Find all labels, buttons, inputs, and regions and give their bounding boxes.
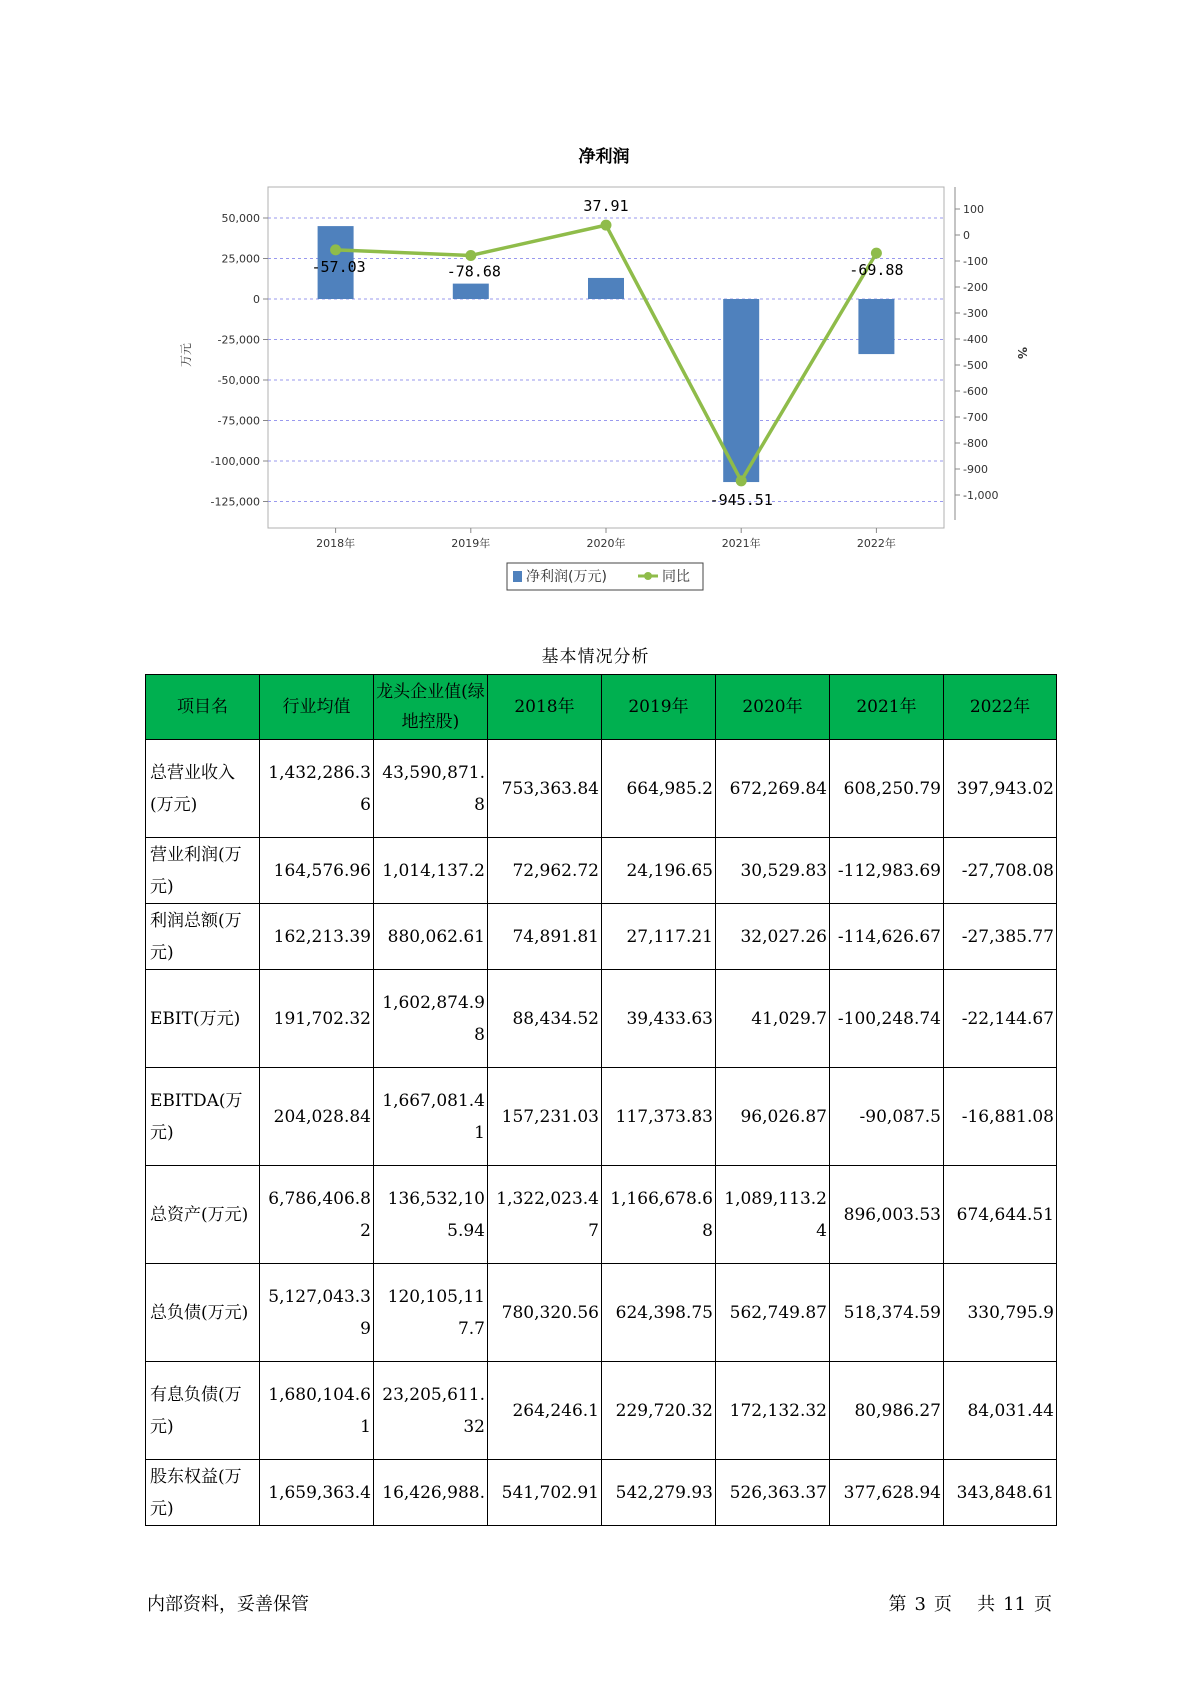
data-label: -57.03 [311,257,366,276]
page-unit: 页 [933,1594,952,1615]
plot-frame [268,187,944,528]
yoy-line [336,225,877,481]
table-row [146,838,1057,904]
value-cell: 117,373.83 [602,1068,716,1166]
y2-tick-label: 0 [963,229,970,242]
y-tick-label: -25,000 [217,333,260,347]
data-label: -945.51 [709,490,773,509]
value-cell: 157,231.03 [488,1068,602,1166]
header-cell: 2021年 [830,675,944,740]
value-cell: 80,986.27 [830,1362,944,1460]
row-label-cell: 总资产(万元) [146,1166,260,1264]
value-cell: 1,166,678.68 [602,1166,716,1264]
x-tick-label: 2019年 [451,537,491,550]
value-cell: 674,644.51 [944,1166,1057,1264]
value-cell: 16,426,988. [374,1460,488,1526]
value-cell: -112,983.69 [830,838,944,904]
yoy-point [736,475,747,486]
bar [588,278,624,299]
y2-tick-label: -900 [963,463,988,476]
value-cell: 377,628.94 [830,1460,944,1526]
data-label: -78.68 [446,262,501,281]
value-cell: 23,205,611.32 [374,1362,488,1460]
x-tick-label: 2021年 [721,537,761,550]
y2-tick-label: -800 [963,437,988,450]
page-current: 3 [914,1594,926,1615]
table-row [146,1460,1057,1526]
value-cell: 1,667,081.41 [374,1068,488,1166]
row-label-cell: EBIT(万元) [146,970,260,1068]
data-label: -69.88 [849,261,904,280]
table-row [146,1166,1057,1264]
value-cell: -100,248.74 [830,970,944,1068]
chart-title: 净利润 [578,147,630,167]
bar [453,284,489,299]
y-axis-label: 万元 [179,342,193,368]
value-cell: 1,089,113.24 [716,1166,830,1264]
table-row [146,740,1057,838]
value-cell: 136,532,105.94 [374,1166,488,1264]
value-cell: 664,985.2 [602,740,716,838]
value-cell: 1,680,104.61 [260,1362,374,1460]
value-cell: -27,708.08 [944,838,1057,904]
value-cell: 753,363.84 [488,740,602,838]
value-cell: 204,028.84 [260,1068,374,1166]
footer-confidential-note: 内部资料，妥善保管 [147,1594,309,1615]
value-cell: 264,246.1 [488,1362,602,1460]
yoy-point [871,248,882,259]
y2-tick-label: -1,000 [963,489,999,502]
table-row [146,904,1057,970]
value-cell: 96,026.87 [716,1068,830,1166]
value-cell: 6,786,406.82 [260,1166,374,1264]
header-cell: 行业均值 [260,675,374,740]
legend-label-line: 同比 [662,569,690,585]
y-tick-label: 0 [253,293,260,306]
y2-tick-label: -100 [963,255,988,268]
value-cell: 229,720.32 [602,1362,716,1460]
value-cell: -16,881.08 [944,1068,1057,1166]
value-cell: 343,848.61 [944,1460,1057,1526]
analysis-table [145,674,1057,1526]
x-tick-label: 2020年 [586,537,626,550]
value-cell: 43,590,871.8 [374,740,488,838]
total-pages: 11 [1003,1594,1026,1615]
row-label-cell: EBITDA(万元) [146,1068,260,1166]
x-tick-label: 2022年 [856,537,896,550]
table-row [146,1362,1057,1460]
y-tick-label: -100,000 [210,455,260,468]
yoy-point [330,244,341,255]
row-label-cell: 股东权益(万元) [146,1460,260,1526]
y2-tick-label: 100 [963,203,984,216]
value-cell: 5,127,043.39 [260,1264,374,1362]
header-cell: 2022年 [944,675,1057,740]
table-row [146,970,1057,1068]
value-cell: 624,398.75 [602,1264,716,1362]
value-cell: 27,117.21 [602,904,716,970]
yoy-point [465,250,476,261]
header-cell: 项目名 [146,675,260,740]
value-cell: 24,196.65 [602,838,716,904]
value-cell: 74,891.81 [488,904,602,970]
y-tick-label: 50,000 [221,212,260,225]
value-cell: 672,269.84 [716,740,830,838]
y2-tick-label: -200 [963,281,988,294]
table-row [146,1264,1057,1362]
value-cell: 164,576.96 [260,838,374,904]
table-row [146,1068,1057,1166]
value-cell: 30,529.83 [716,838,830,904]
value-cell: 542,279.93 [602,1460,716,1526]
header-cell: 2018年 [488,675,602,740]
value-cell: -114,626.67 [830,904,944,970]
value-cell: 1,602,874.98 [374,970,488,1068]
y2-tick-label: -400 [963,333,988,346]
value-cell: 120,105,117.7 [374,1264,488,1362]
value-cell: 191,702.32 [260,970,374,1068]
value-cell: 896,003.53 [830,1166,944,1264]
yoy-point [601,220,612,231]
y2-tick-label: -500 [963,359,988,372]
y-tick-label: -75,000 [217,414,260,428]
value-cell: 541,702.91 [488,1460,602,1526]
data-label: 37.91 [583,197,629,216]
y-tick-label: -125,000 [210,495,260,509]
value-cell: 88,434.52 [488,970,602,1068]
legend-label-bar: 净利润(万元) [526,569,607,585]
header-cell: 2019年 [602,675,716,740]
y2-tick-label: -700 [963,411,988,424]
value-cell: 1,322,023.47 [488,1166,602,1264]
bar [858,299,894,354]
value-cell: 39,433.63 [602,970,716,1068]
value-cell: 526,363.37 [716,1460,830,1526]
value-cell: 880,062.61 [374,904,488,970]
header-cell: 龙头企业值(绿地控股) [374,675,488,740]
value-cell: 518,374.59 [830,1264,944,1362]
total-unit: 页 [1034,1594,1052,1615]
header-cell: 2020年 [716,675,830,740]
value-cell: 72,962.72 [488,838,602,904]
y2-axis-label: % [1015,346,1029,360]
value-cell: 780,320.56 [488,1264,602,1362]
row-label-cell: 利润总额(万元) [146,904,260,970]
table-header-row [146,675,1057,740]
y2-tick-label: -300 [963,307,988,320]
row-label-cell: 有息负债(万元) [146,1362,260,1460]
value-cell: 562,749.87 [716,1264,830,1362]
value-cell: 172,132.32 [716,1362,830,1460]
row-label-cell: 总营业收入(万元) [146,740,260,838]
value-cell: 397,943.02 [944,740,1057,838]
value-cell: 1,432,286.36 [260,740,374,838]
row-label-cell: 总负债(万元) [146,1264,260,1362]
footer-page-number [884,1590,1056,1616]
legend-swatch-point [644,572,652,580]
value-cell: 41,029.7 [716,970,830,1068]
legend-swatch-bar [513,571,522,582]
y-tick-label: -50,000 [217,374,260,387]
value-cell: -90,087.5 [830,1068,944,1166]
value-cell: -22,144.67 [944,970,1057,1068]
value-cell: 1,014,137.2 [374,838,488,904]
value-cell: 608,250.79 [830,740,944,838]
y-tick-label: 25,000 [221,252,260,266]
value-cell: -27,385.77 [944,904,1057,970]
row-label-cell: 营业利润(万元) [146,838,260,904]
chart-canvas [0,0,1191,620]
value-cell: 1,659,363.4 [260,1460,374,1526]
table-caption: 基本情况分析 [541,647,650,667]
value-cell: 32,027.26 [716,904,830,970]
x-tick-label: 2018年 [316,537,356,550]
total-prefix: 共 [977,1594,996,1615]
value-cell: 330,795.9 [944,1264,1057,1362]
net-profit-chart [0,0,1191,620]
page-prefix: 第 [888,1594,907,1615]
value-cell: 84,031.44 [944,1362,1057,1460]
y2-tick-label: -600 [963,385,988,398]
value-cell: 162,213.39 [260,904,374,970]
